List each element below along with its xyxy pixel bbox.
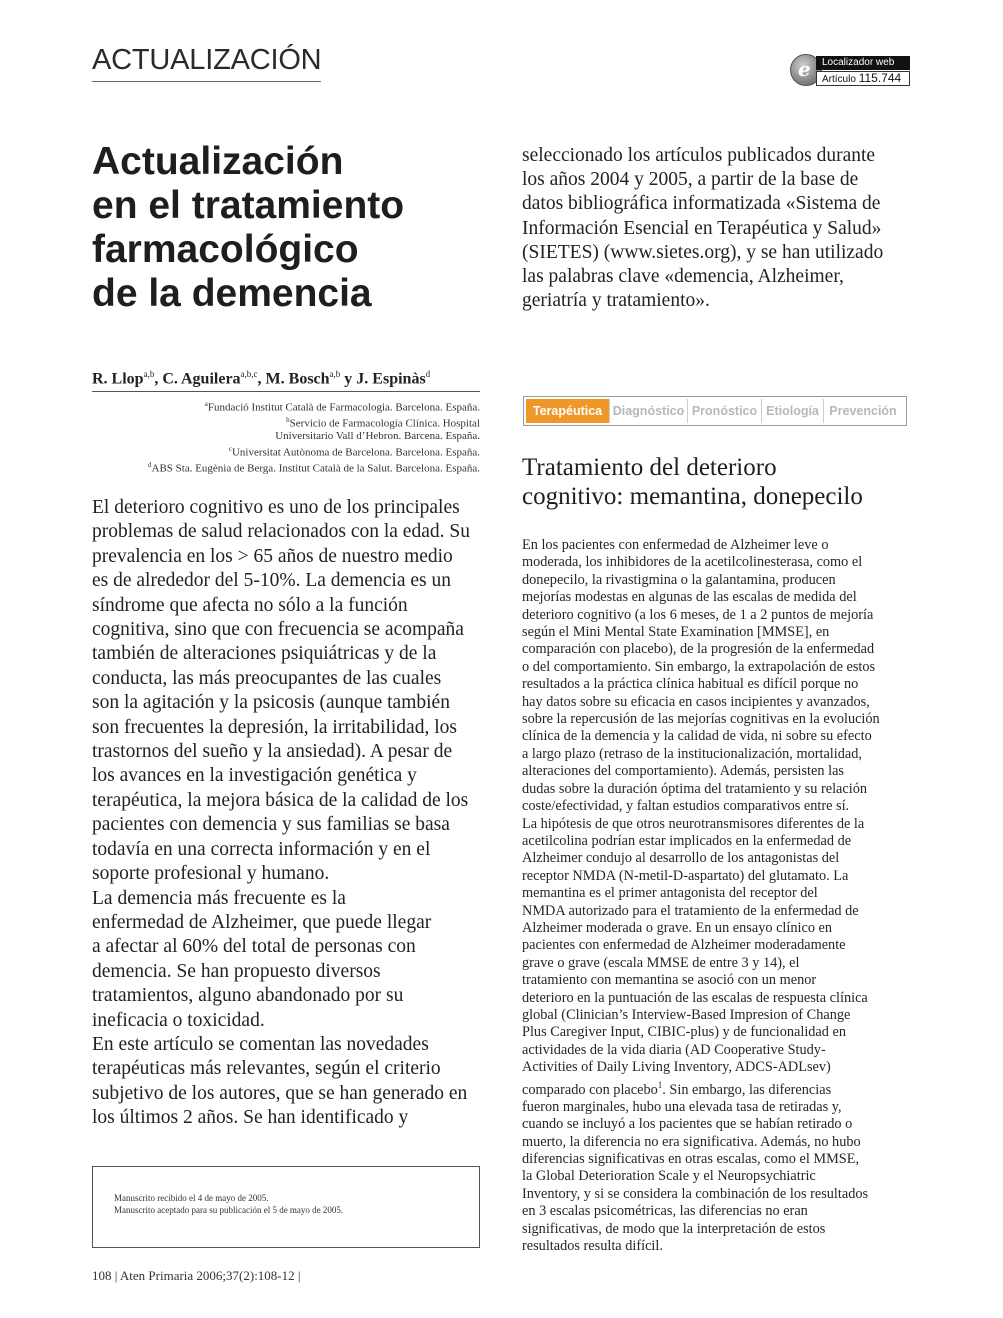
title-line: Actualización (92, 140, 344, 183)
line-text: comparación con placebo), de la progresión de la enfermedad (522, 641, 875, 658)
body-line: datos bibliográfica informatizada «Sistema de (522, 193, 881, 215)
line-text: global (Clinician’s Interview-Based Impresion of Change (522, 1006, 851, 1023)
body-line (522, 711, 914, 728)
body-line: terapéutica, la mejora básica de la calidad de los (92, 789, 469, 811)
body-line (522, 659, 914, 676)
body-line: trastornos del sueño y la ansiedad). A pesar de (92, 741, 453, 763)
line-text: NMDA autorizado para el tratamiento de la enfermedad de (522, 902, 859, 919)
body-line (522, 1168, 914, 1185)
body-line: terapéuticas más relevantes, según el criterio (92, 1058, 441, 1080)
line-text: mejorías modestas en algunas de las escalas de medida del (522, 589, 857, 606)
body-line (522, 868, 914, 885)
body-line (522, 589, 914, 606)
web-locator-badge[interactable] (790, 52, 910, 92)
line-text: significativas, de modo que la interpretación de estos (522, 1220, 826, 1237)
affiliation-text: Universitario Vall d’Hebron. Barcena. España. (275, 430, 480, 443)
affiliation-line (92, 459, 480, 475)
body-line: enfermedad de Alzheimer, que puede llegar (92, 911, 432, 933)
affiliations (92, 398, 480, 475)
heading-line: cognitivo: memantina, donepecilo (522, 483, 863, 510)
body-line: síndrome que afecta no sólo a la función (92, 594, 408, 616)
body-line (522, 1007, 914, 1024)
body-line: los avances en la investigación genética y (92, 765, 417, 787)
line-text: a largo plazo (retraso de la institucionalización, mortalidad, (522, 745, 862, 762)
reference-mark: 1 (657, 1079, 663, 1090)
affiliation-text: Universitat Autònoma de Barcelona. Barcelona. España. (231, 446, 480, 459)
body-line: prevalencia en los > 65 años de nuestro medio (92, 545, 453, 567)
affiliation-line (92, 398, 480, 414)
affiliation-text: Servicio de Farmacología Clínica. Hospital (289, 417, 480, 430)
body-line (522, 763, 914, 780)
affiliation-mark: b (286, 416, 290, 425)
locator-label: Localizador web (816, 56, 910, 70)
title-line: en el tratamiento (92, 184, 405, 227)
body-line (522, 641, 914, 658)
body-line: En este artículo se comentan las novedades (92, 1033, 429, 1055)
author-name: M. Bosch (265, 370, 330, 388)
body-line: Información Esencial en Terapéutica y Salud» (522, 217, 882, 239)
body-line (522, 1238, 914, 1255)
line-text: La hipótesis de que otros neurotransmisores diferentes de la (522, 815, 865, 832)
line-text: alteraciones del comportamiento). Además, persisten las (522, 763, 844, 780)
intro-text (92, 496, 484, 1131)
heading-line: Tratamiento del deterioro (522, 454, 777, 481)
body-line (522, 781, 914, 798)
body-line: soporte profesional y humano. (92, 863, 330, 885)
line-text: fueron marginales, hubo una elevada tasa de retiradas y, (522, 1098, 842, 1115)
body-line (522, 554, 914, 571)
body-line (522, 903, 914, 920)
body-line: es de alrededor del 5-10%. La demencia es un (92, 570, 451, 592)
line-text: resultados a la práctica clínica habitual es difícil porque no (522, 676, 859, 693)
affiliation-mark: d (148, 460, 152, 469)
affiliation-text: ABS Sta. Eugènia de Berga. Institut Català de la Salut. Barcelona. España. (151, 462, 480, 475)
section-rule (92, 81, 321, 82)
body-line (522, 1186, 914, 1203)
body-line: pacientes con demencia y sus familias se basa (92, 814, 450, 836)
article-prefix: Artículo (822, 74, 856, 85)
line-text: acetilcolina podrían estar implicados en la enfermedad de (522, 832, 852, 849)
body-line (522, 746, 914, 763)
line-text: grave o grave (escala MMSE de entre 3 y 14), el (522, 954, 800, 971)
page-footer: 108 | Aten Primaria 2006;37(2):108-12 | (92, 1268, 301, 1283)
body-line: a afectar al 60% del total de personas con (92, 936, 416, 958)
line-text: dudas sobre la duración óptima del tratamiento y su relación (522, 780, 868, 797)
author-affiliation-mark: a,b (329, 369, 341, 379)
line-text: . Sin embargo, las diferencias (662, 1081, 832, 1098)
body-line (522, 937, 914, 954)
body-line: subjetivo de los autores, que se han generado en (92, 1082, 468, 1104)
line-text: Activities of Daily Living Inventory, ADCS-ADLsev) (522, 1059, 831, 1076)
line-text: la Global Deterioration Scale y el Neuropsychiatric (522, 1168, 816, 1185)
line-text: resultados resulta difícil. (522, 1238, 663, 1255)
line-text: muerto, la diferencia no era significativa. Además, no hubo (522, 1133, 861, 1150)
line-text: sobre la repercusión de las mejorías cognitivas en la evolución (522, 711, 880, 728)
line-text: hay datos sobre su eficacia en casos incipientes y avanzados, (522, 693, 870, 710)
affiliation-mark: c (228, 444, 232, 453)
body-line: tratamientos, alguno abandonado por su (92, 985, 404, 1007)
body-line (522, 955, 914, 972)
locator-article (816, 71, 910, 86)
body-line (522, 920, 914, 937)
body-line: cognitiva, sino que con frecuencia se acompaña (92, 619, 464, 641)
body-line (522, 1116, 914, 1133)
author-name: J. Espinàs (356, 370, 426, 388)
body-line (522, 607, 914, 624)
author-name: R. Llop (92, 370, 144, 388)
affiliation-line (92, 443, 480, 459)
received-date: Manuscrito recibido el 4 de mayo de 2005. (114, 1193, 269, 1203)
line-text: Plus Caregiver Input, CIBIC-plus) y de funcionalidad en (522, 1024, 846, 1041)
line-text: donepecilo, la rivastigmina o la galantamina, producen (522, 571, 836, 588)
body-line: El deterioro cognitivo es uno de los principales (92, 497, 460, 518)
body-line: ineficacia o toxicidad. (92, 1009, 265, 1031)
body-line (522, 1059, 914, 1076)
tab-pronstico[interactable]: Pronóstico (688, 399, 762, 423)
body-line (522, 885, 914, 902)
line-text: deterioro en la puntuación de las escalas de respuesta clínica (522, 989, 868, 1006)
line-text: en 3 escalas psicométricas, las diferencias no eran (522, 1203, 808, 1220)
line-text: o del comportamiento. Sin embargo, la extrapolación de estos (522, 658, 876, 675)
body-line: los últimos 2 años. Se han identificado y (92, 1107, 409, 1129)
line-text: según el Mini Mental State Examination [MMSE], en (522, 624, 830, 641)
body-line (522, 972, 914, 989)
body-line (522, 1151, 914, 1168)
body-line: las palabras clave «demencia, Alzheimer, (522, 266, 844, 288)
body-line (522, 1203, 914, 1220)
body-line (522, 1134, 914, 1151)
line-text: tratamiento con memantina se asoció con un menor (522, 972, 817, 989)
title-line: de la demencia (92, 272, 372, 315)
section-label: ACTUALIZACIÓN (92, 44, 322, 76)
body-line: los años 2004 y 2005, a partir de la base de (522, 169, 859, 191)
line-text: En los pacientes con enfermedad de Alzheimer leve o (522, 537, 829, 553)
line-text: coste/efectividad, y faltan estudios comparativos entre sí. (522, 798, 850, 815)
author-affiliation-mark: a,b (143, 369, 155, 379)
body-line (522, 572, 914, 589)
body-line: geriatría y tratamiento». (522, 290, 710, 312)
author-list: R. Llop$^{a,b}$, C. Aguilera$^{a,b,c}$, M. Bosch$^{a,b}$ y J. Espinàs$^d$ (92, 369, 480, 392)
tab-diagnstico[interactable]: Diagnóstico (610, 399, 688, 423)
article-title (92, 140, 492, 316)
category-tabs (523, 396, 907, 426)
body-line (522, 1042, 914, 1059)
body-line: (SIETES) (www.sietes.org), y se han utilizado (522, 241, 884, 263)
affiliation-line (92, 414, 480, 430)
tab-prevencin[interactable]: Prevención (829, 404, 897, 418)
body-line (522, 537, 914, 554)
body-line (522, 1099, 914, 1116)
line-text: memantina es el primer antagonista del receptor del (522, 885, 818, 902)
body-line: son la agitación y la psicosis (aunque también (92, 692, 450, 714)
line-text: diferencias significativas en otras escalas, como el MMSE, (522, 1150, 860, 1167)
body-line: conducta, las más preocupantes de las cuales (92, 667, 442, 689)
line-text: actividades de la vida diaria (AD Cooperative Study- (522, 1041, 826, 1058)
author-affiliation-mark: d (425, 369, 431, 379)
body-line (522, 728, 914, 745)
section-body (522, 537, 914, 1255)
method-text (522, 144, 942, 313)
e-logo-icon: e (790, 54, 822, 86)
affiliation-text: Fundació Institut Català de Farmacologia. Barcelona. España. (207, 401, 480, 414)
line-text: moderada, los inhibidores de la acetilcolinesterasa, como el (522, 554, 863, 571)
article-number: 115.744 (858, 71, 902, 85)
tab-teraputica[interactable]: Terapéutica (526, 399, 610, 423)
affiliation-mark: a (204, 400, 208, 408)
body-line (522, 850, 914, 867)
line-text: Inventory, y si se considera la combinación de los resultados (522, 1185, 869, 1202)
body-line: La demencia más frecuente es la (92, 887, 346, 909)
line-text: pacientes con enfermedad de Alzheimer moderadamente (522, 937, 846, 954)
body-line (522, 624, 914, 641)
body-line (522, 694, 914, 711)
title-line: farmacológico (92, 228, 359, 271)
line-text: clínica de la demencia y la calidad de vida, ni sobre su efecto (522, 728, 872, 745)
body-line: demencia. Se han propuesto diversos (92, 960, 381, 982)
line-text: receptor NMDA (N-metil-D-aspartato) del glutamato. La (522, 867, 849, 884)
body-line: también de alteraciones psiquiátricas y de la (92, 643, 437, 665)
body-line (522, 1221, 914, 1238)
author-affiliation-mark: a,b,c (240, 369, 258, 379)
author-name: C. Aguilera (162, 370, 241, 388)
line-text: comparado con placebo (522, 1081, 658, 1098)
body-line: son frecuentes la depresión, la irritabilidad, los (92, 716, 457, 738)
body-line (522, 1024, 914, 1041)
tab-etiologa[interactable]: Etiología (762, 399, 824, 423)
body-line: todavía en una correcta información y en el (92, 838, 431, 860)
body-line (522, 676, 914, 693)
line-text: cuando se incluyó a los pacientes que se habían retirado o (522, 1116, 853, 1133)
affiliation-line (92, 430, 480, 442)
line-text: Alzheimer condujo al desarrollo de los antagonistas del (522, 850, 840, 867)
manuscript-dates-box (92, 1166, 480, 1248)
body-line: problemas de salud relacionados con la edad. Su (92, 521, 470, 543)
body-line (522, 798, 914, 815)
body-line (522, 990, 914, 1007)
body-line (522, 833, 914, 850)
line-text: deterioro cognitivo (a los 6 meses, de 1 a 2 puntos de mejoría (522, 606, 874, 623)
body-line (522, 1077, 914, 1099)
line-text: Alzheimer moderada o grave. En un ensayo clínico en (522, 919, 833, 936)
body-line (522, 816, 914, 833)
body-line: seleccionado los artículos publicados durante (522, 145, 876, 166)
accepted-date: Manuscrito aceptado para su publicación el 5 de mayo de 2005. (114, 1205, 344, 1215)
section-heading (522, 453, 942, 511)
